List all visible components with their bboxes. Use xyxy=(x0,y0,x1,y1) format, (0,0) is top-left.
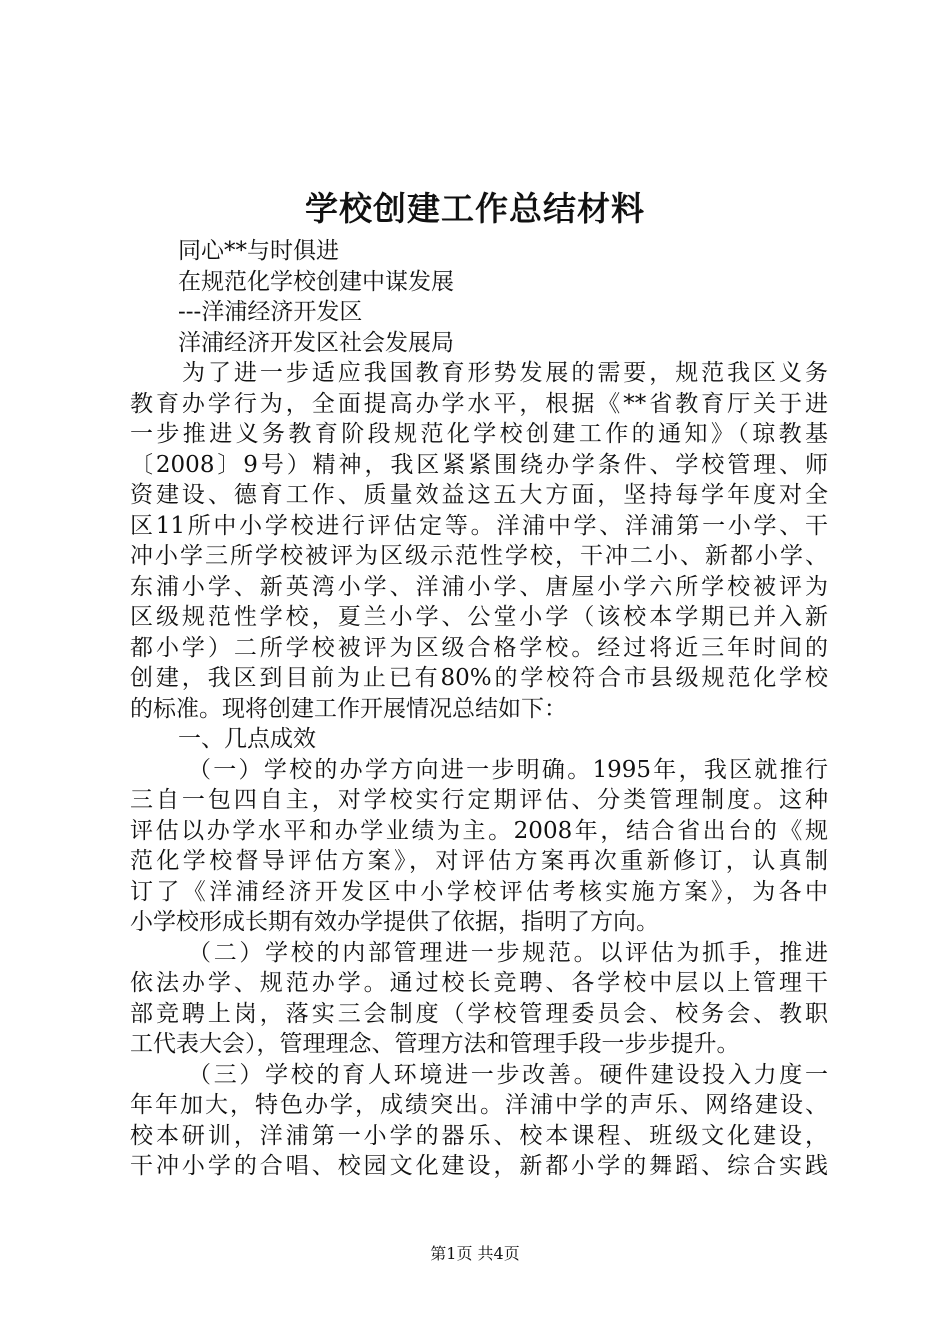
paragraph-line: 冲小学三所学校被评为区级示范性学校，干冲二小、新都小学、 xyxy=(130,543,828,569)
subtitle-line: 同心**与时俱进 xyxy=(178,238,339,264)
paragraph-line: 一步推进义务教育阶段规范化学校创建工作的通知》（琼教基 xyxy=(130,421,828,447)
page-footer: 第1页 共4页 xyxy=(430,1244,520,1263)
paragraph-line: 小学校形成长期有效办学提供了依据，指明了方向。 xyxy=(130,909,659,935)
paragraph-line: 干冲小学的合唱、校园文化建设，新都小学的舞蹈、综合实践 xyxy=(130,1153,828,1179)
paragraph-line: 订了《洋浦经济开发区中小学校评估考核实施方案》，为各中 xyxy=(130,878,828,905)
document-title: 学校创建工作总结材料 xyxy=(305,189,645,228)
paragraph-line: 的标准。现将创建工作开展情况总结如下： xyxy=(130,695,567,722)
paragraph-line: 校本研训，洋浦第一小学的器乐、校本课程、班级文化建设， xyxy=(130,1122,828,1149)
paragraph-line: 都小学）二所学校被评为区级合格学校。经过将近三年时间的 xyxy=(130,634,828,661)
subtitle-line: ---洋浦经济开发区 xyxy=(178,299,363,325)
paragraph-line: （二）学校的内部管理进一步规范。以评估为抓手，推进 xyxy=(188,939,828,966)
author-line: 洋浦经济开发区社会发展局 xyxy=(178,329,454,356)
paragraph-line: 区11所中小学校进行评估定等。洋浦中学、洋浦第一小学、干 xyxy=(130,512,828,539)
paragraph-line: （一）学校的办学方向进一步明确。1995年，我区就推行 xyxy=(188,756,828,783)
paragraph-line: 评估以办学水平和办学业绩为主。2008年，结合省出台的《规 xyxy=(130,817,828,844)
paragraph-line: 资建设、德育工作、质量效益这五大方面，坚持每学年度对全 xyxy=(130,482,828,508)
section-heading: 一、几点成效 xyxy=(178,726,316,752)
paragraph-line: 三自一包四自主，对学校实行定期评估、分类管理制度。这种 xyxy=(130,787,828,813)
paragraph-line: 依法办学、规范办学。通过校长竞聘、各学校中层以上管理干 xyxy=(130,970,828,996)
paragraph-line: 部竞聘上岗，落实三会制度（学校管理委员会、校务会、教职 xyxy=(130,1000,828,1027)
paragraph-line: 年年加大，特色办学，成绩突出。洋浦中学的声乐、网络建设、 xyxy=(130,1092,828,1118)
subtitle-line: 在规范化学校创建中谋发展 xyxy=(178,268,454,295)
document-body xyxy=(130,236,828,1182)
paragraph-line: 教育办学行为，全面提高办学水平，根据《**省教育厅关于进 xyxy=(130,390,828,417)
paragraph-line: 区级规范性学校，夏兰小学、公堂小学（该校本学期已并入新 xyxy=(130,604,828,630)
paragraph-line: 〔2008〕9号）精神，我区紧紧围绕办学条件、学校管理、师 xyxy=(130,451,828,478)
paragraph-line: 工代表大会），管理理念、管理方法和管理手段一步步提升。 xyxy=(130,1031,740,1057)
paragraph-line: （三）学校的育人环境进一步改善。硬件建设投入力度一 xyxy=(188,1061,828,1088)
paragraph-line: 范化学校督导评估方案》，对评估方案再次重新修订，认真制 xyxy=(130,848,828,874)
paragraph-line: 东浦小学、新英湾小学、洋浦小学、唐屋小学六所学校被评为 xyxy=(130,573,828,600)
paragraph-line: 为了进一步适应我国教育形势发展的需要，规范我区义务 xyxy=(182,360,828,386)
paragraph-line: 创建，我区到目前为止已有80%的学校符合市县级规范化学校 xyxy=(130,665,828,691)
